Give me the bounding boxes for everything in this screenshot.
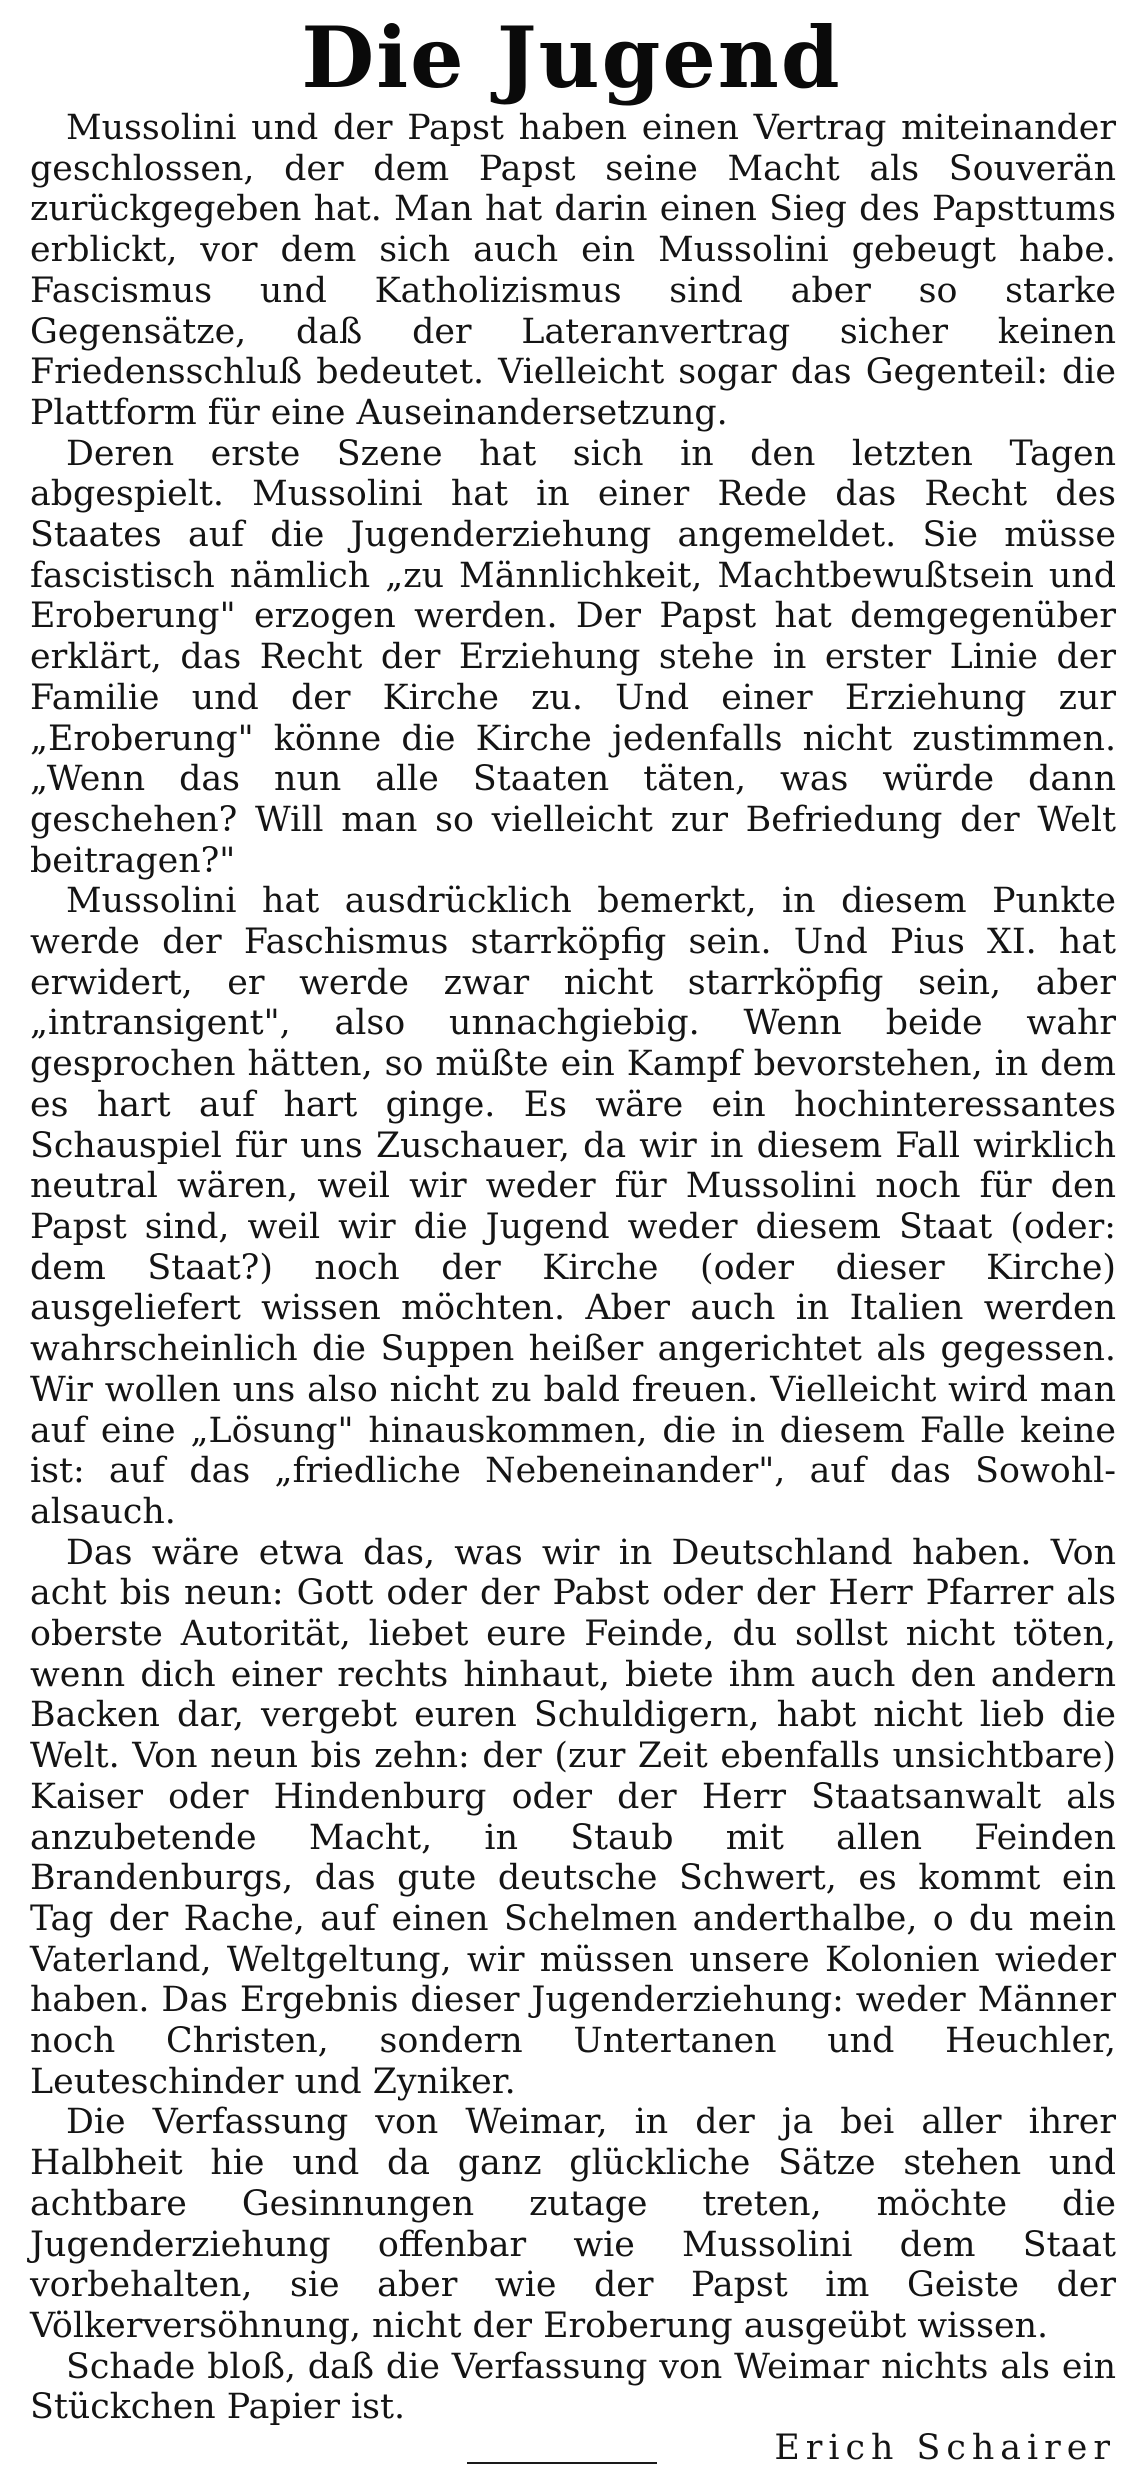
article-paragraph: Das wäre etwa das, was wir in Deutschland haben. Von acht bis neun: Gott oder der Pabst oder der Herr Pfarrer als oberste Autorität, liebet eure Feinde, du sollst nicht töten, wenn dich einer rechts hinhaut, biete ihm auch den andern Backen dar, vergebt euren Schuldigern, habt nicht lieb die Welt. Von neun bis zehn: der (zur Zeit ebenfalls unsichtbare) Kaiser oder Hindenburg oder der Herr Staatsanwalt als anzubetende Macht, in Staub mit allen Feinden Brandenburgs, das gute deutsche Schwert, es kommt ein Tag der Rache, auf einen Schelmen anderthalbe, o du mein Vaterland, Weltgeltung, wir müssen unsere Kolonien wieder haben. Das Ergebnis dieser Jugenderziehung: weder Männer noch Christen, sondern Untertanen und Heuchler, Leuteschinder und Zyniker.	[30, 1532, 1116, 2102]
author-name: Erich Schairer	[774, 2428, 1116, 2469]
article-paragraph: Mussolini hat ausdrücklich bemerkt, in diesem Punkte werde der Faschismus starrköpfig sein. Und Pius XI. hat erwidert, er werde zwar nicht starrköpfig sein, aber „intransigent", also unnachgiebig. Wenn beide wahr gesprochen hätten, so müßte ein Kampf bevorstehen, in dem es hart auf hart ginge. Es wäre ein hochinteressantes Schauspiel für uns Zuschauer, da wir in diesem Fall wirklich neutral wären, weil wir weder für Mussolini noch für den Papst sind, weil wir die Jugend weder diesem Staat (oder: dem Staat?) noch der Kirche (oder dieser Kirche) ausgeliefert wissen möchten. Aber auch in Italien werden wahrscheinlich die Suppen heißer angerichtet als gegessen. Wir wollen uns also nicht zu bald freuen. Vielleicht wird man auf eine „Lösung" hinauskommen, die in diesem Falle keine ist: auf das „friedliche Nebeneinander", auf das Sowohl-alsauch.	[30, 881, 1116, 1532]
article-paragraph: Mussolini und der Papst haben einen Vertrag miteinander geschlossen, der dem Papst seine Macht als Souverän zurückgegeben hat. Man hat darin einen Sieg des Papsttums erblickt, vor dem sich auch ein Mussolini gebeugt habe. Fascismus und Katholizismus sind aber so starke Gegensätze, daß der Lateranvertrag sicher keinen Friedensschluß bedeutet. Vielleicht sogar das Gegenteil: die Plattform für eine Auseinandersetzung.	[30, 108, 1116, 433]
article-title: Die Jugend	[301, 8, 842, 107]
article-paragraph: Deren erste Szene hat sich in den letzten Tagen abgespielt. Mussolini hat in einer Rede das Recht des Staates auf die Jugenderziehung angemeldet. Sie müsse fascistisch nämlich „zu Männlichkeit, Machtbewußtsein und Eroberung" erzogen werden. Der Papst hat demgegenüber erklärt, das Recht der Erziehung stehe in erster Linie der Familie und der Kirche zu. Und einer Erziehung zur „Eroberung" könne die Kirche jedenfalls nicht zustimmen. „Wenn das nun alle Staaten täten, was würde dann geschehen? Will man so vielleicht zur Befriedung der Welt beitragen?"	[30, 433, 1116, 881]
article-paragraph: Schade bloß, daß die Verfassung von Weimar nichts als ein Stückchen Papier ist.	[30, 2346, 1116, 2428]
article-body	[30, 108, 1116, 2468]
closing-rule	[467, 2462, 657, 2464]
signoff	[30, 2428, 1116, 2468]
article-paragraph: Die Verfassung von Weimar, in der ja bei aller ihrer Halbheit hie und da ganz glückliche Sätze stehen und achtbare Gesinnungen zutage treten, möchte die Jugenderziehung offenbar wie Mussolini dem Staat vorbehalten, sie aber wie der Papst im Geiste der Völkerversöhnung, nicht der Eroberung ausgeübt wissen.	[30, 2102, 1116, 2346]
